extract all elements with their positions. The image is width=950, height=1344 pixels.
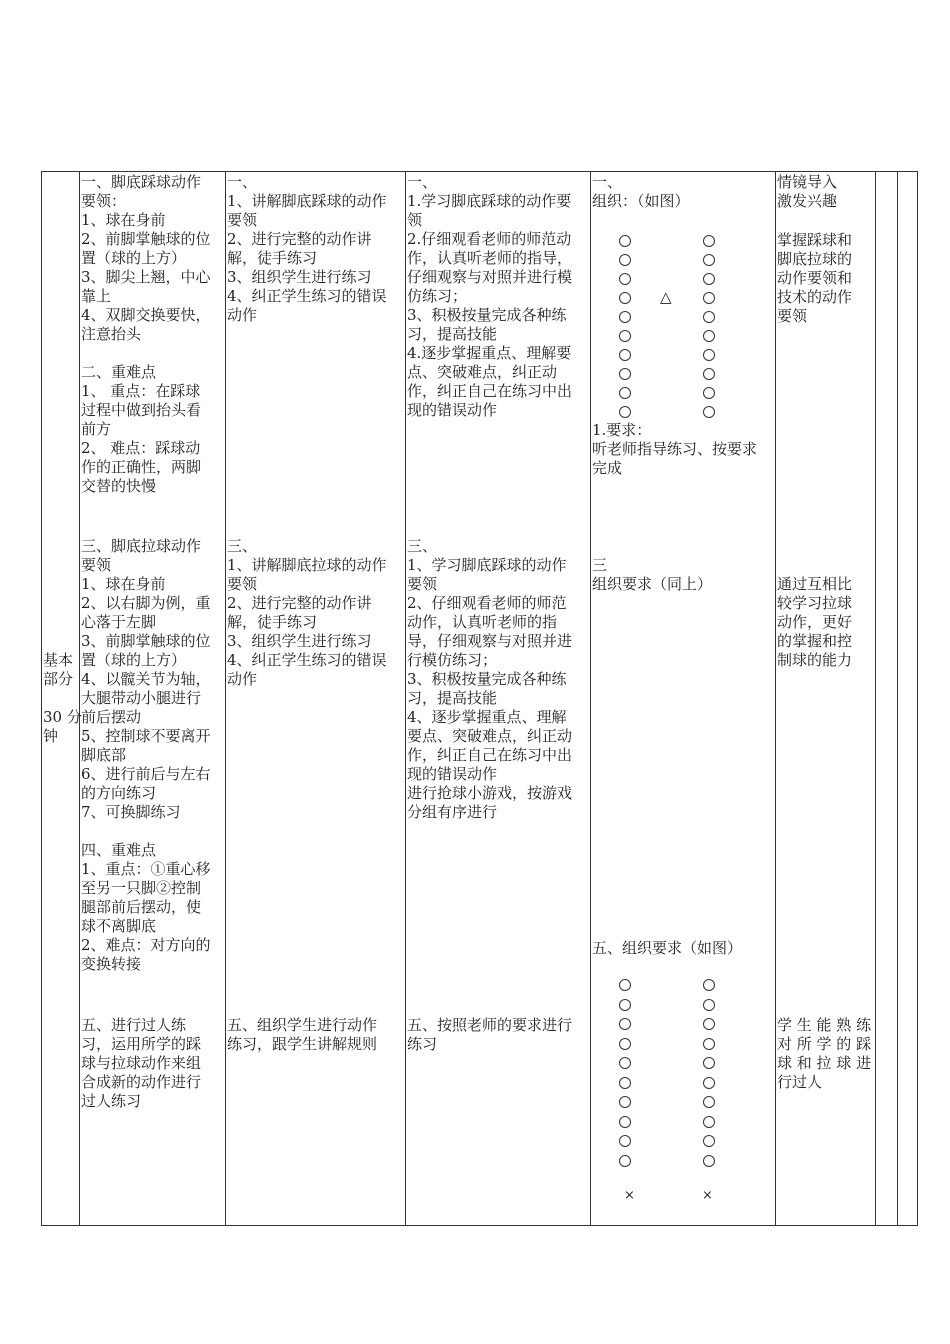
column-divider	[225, 171, 226, 1226]
content-line: 球与拉球动作来组	[81, 1054, 202, 1072]
content-line: 脚底部	[81, 746, 127, 764]
teacher-activity-line: 练习，跟学生讲解规则	[227, 1035, 378, 1053]
student-marker-icon	[703, 1116, 715, 1128]
organization-line: 三	[592, 556, 608, 574]
student-activity-line: 三、	[407, 537, 438, 555]
student-marker-icon	[619, 979, 631, 991]
content-line: 3、脚尖上翘，中心	[81, 268, 211, 286]
content-line: 球不离脚底	[81, 917, 157, 935]
student-marker-icon	[703, 235, 715, 247]
column-divider	[79, 171, 80, 1226]
student-marker-icon	[703, 330, 715, 342]
student-activity-line: 要领	[407, 575, 438, 593]
student-activity-line: 仿练习；	[407, 287, 468, 305]
student-activity-line: 作，纠正自己在练习中出	[407, 746, 573, 764]
content-line: 5、控制球不要离开	[81, 727, 211, 745]
teacher-activity-line: 要领	[227, 575, 258, 593]
student-marker-icon	[619, 1018, 631, 1030]
teacher-activity-line: 2、进行完整的动作讲	[227, 230, 372, 248]
content-line: 7、可换脚练习	[81, 803, 181, 821]
student-marker-icon	[703, 406, 715, 418]
student-activity-line: 习，提高技能	[407, 325, 498, 343]
student-marker-icon	[619, 311, 631, 323]
student-marker-icon	[619, 368, 631, 380]
teacher-activity-line: 要领	[227, 211, 258, 229]
table-border-left	[41, 171, 42, 1226]
student-marker-icon	[703, 368, 715, 380]
student-activity-line: 1、学习脚底踩球的动作	[407, 556, 567, 574]
student-marker-icon	[703, 979, 715, 991]
content-line: 腿部前后摆动，使	[81, 898, 202, 916]
student-marker-icon	[703, 1096, 715, 1108]
student-marker-icon	[619, 292, 631, 304]
student-marker-icon	[619, 349, 631, 361]
teacher-activity-line: 1、讲解脚底拉球的动作	[227, 556, 387, 574]
organization-line: 完成	[592, 459, 623, 477]
student-activity-line: 作，纠正自己在练习中出	[407, 382, 573, 400]
teacher-activity-line: 4、纠正学生练习的错误	[227, 651, 387, 669]
table-border-top	[41, 171, 918, 172]
content-line: 2、 难点：踩球动	[81, 439, 201, 457]
student-activity-line: 行模仿练习；	[407, 651, 498, 669]
content-line: 交替的快慢	[81, 477, 157, 495]
student-activity-line: 五、按照老师的要求进行	[407, 1016, 573, 1034]
student-activity-line: 作，认真听老师的指导，	[407, 249, 573, 267]
content-line: 的方向练习	[81, 784, 157, 802]
student-marker-icon	[703, 292, 715, 304]
purpose-line: 要领	[777, 307, 808, 325]
content-line: 五、进行过人练	[81, 1016, 187, 1034]
content-line: 置（球的上方）	[81, 249, 187, 267]
student-marker-icon	[703, 1057, 715, 1069]
teacher-activity-line: 2、进行完整的动作讲	[227, 594, 372, 612]
student-marker-icon	[619, 273, 631, 285]
student-activity-line: 一、	[407, 173, 438, 191]
section-label: 基本	[43, 651, 74, 669]
column-divider	[405, 171, 406, 1226]
teacher-activity-line: 4、纠正学生练习的错误	[227, 287, 387, 305]
purpose-line: 球 和 拉 球 进	[777, 1054, 872, 1072]
student-marker-icon	[619, 254, 631, 266]
student-activity-line: 现的错误动作	[407, 765, 498, 783]
section-label: 钟	[43, 727, 59, 745]
purpose-line: 的掌握和控	[777, 632, 853, 650]
content-line: 前方	[81, 420, 112, 438]
purpose-line: 较学习拉球	[777, 594, 853, 612]
content-line: 至另一只脚②控制	[81, 879, 202, 897]
teacher-activity-line: 解，徒手练习	[227, 613, 318, 631]
table-border-bottom	[41, 1225, 918, 1226]
content-line: 习，运用所学的踩	[81, 1035, 202, 1053]
teacher-activity-line: 五、组织学生进行动作	[227, 1016, 378, 1034]
teacher-activity-line: 3、组织学生进行练习	[227, 632, 372, 650]
teacher-activity-line: 动作	[227, 306, 258, 324]
content-line: 2、以右脚为例，重	[81, 594, 211, 612]
organization-line: 1.要求：	[592, 421, 652, 439]
content-line: 注意抬头	[81, 325, 142, 343]
student-marker-icon	[703, 254, 715, 266]
teacher-activity-line: 3、组织学生进行练习	[227, 268, 372, 286]
student-marker-icon	[703, 1155, 715, 1167]
teacher-activity-line: 解，徒手练习	[227, 249, 318, 267]
organization-line: 组织：（如图）	[592, 192, 690, 210]
teacher-triangle-icon: △	[660, 288, 672, 306]
content-line: 2、前脚掌触球的位	[81, 230, 211, 248]
content-line: 大腿带动小腿进行	[81, 689, 202, 707]
content-line: 二、重难点	[81, 363, 157, 381]
student-marker-icon	[703, 273, 715, 285]
student-marker-icon	[619, 406, 631, 418]
section-label: 30 分	[43, 708, 82, 726]
student-activity-line: 进行抢球小游戏，按游戏	[407, 784, 573, 802]
student-activity-line: 仔细观察与对照并进行模	[407, 268, 573, 286]
teacher-activity-line: 动作	[227, 670, 258, 688]
student-marker-icon	[619, 999, 631, 1011]
student-marker-icon	[703, 1018, 715, 1030]
purpose-line: 脚底拉球的	[777, 250, 853, 268]
student-activity-line: 导，仔细观察与对照并进	[407, 632, 573, 650]
student-marker-icon	[619, 1057, 631, 1069]
purpose-line: 动作要领和	[777, 269, 853, 287]
student-marker-icon	[619, 387, 631, 399]
purpose-line: 激发兴趣	[777, 192, 838, 210]
student-activity-line: 现的错误动作	[407, 401, 498, 419]
content-line: 置（球的上方）	[81, 651, 187, 669]
table-border-right	[917, 171, 918, 1226]
student-marker-icon	[703, 1038, 715, 1050]
column-divider	[897, 171, 898, 1226]
student-marker-icon	[619, 330, 631, 342]
organization-line: 五、组织要求（如图）	[592, 939, 743, 957]
organization-line: 听老师指导练习、按要求	[592, 440, 758, 458]
student-marker-icon	[703, 1077, 715, 1089]
student-activity-line: 分组有序进行	[407, 803, 498, 821]
content-line: 变换转接	[81, 955, 142, 973]
purpose-line: 行过人	[777, 1073, 823, 1091]
student-marker-icon	[619, 1077, 631, 1089]
content-line: 三、脚底拉球动作	[81, 537, 202, 555]
student-activity-line: 动作，认真听老师的指	[407, 613, 558, 631]
content-line: 4、双脚交换要快，	[81, 306, 211, 324]
student-activity-line: 2、仔细观看老师的师范	[407, 594, 567, 612]
purpose-line: 掌握踩球和	[777, 231, 853, 249]
organization-line: 一、	[592, 173, 623, 191]
content-line: 1、 重点：在踩球	[81, 382, 201, 400]
student-activity-line: 3、积极按量完成各种练	[407, 306, 567, 324]
purpose-line: 技术的动作	[777, 288, 853, 306]
content-line: 1、重点：①重心移	[81, 860, 211, 878]
purpose-line: 对 所 学 的 踩	[777, 1035, 872, 1053]
student-activity-line: 1.学习脚底踩球的动作要	[407, 192, 572, 210]
student-activity-line: 3、积极按量完成各种练	[407, 670, 567, 688]
student-activity-line: 领	[407, 211, 423, 229]
content-line: 作的正确性，两脚	[81, 458, 202, 476]
student-activity-line: 习，提高技能	[407, 689, 498, 707]
purpose-line: 情镜导入	[777, 173, 838, 191]
content-line: 要领：	[81, 192, 127, 210]
content-line: 要领	[81, 556, 112, 574]
student-activity-line: 点、突破难点，纠正动	[407, 363, 558, 381]
content-line: 四、重难点	[81, 841, 157, 859]
student-activity-line: 练习	[407, 1035, 438, 1053]
organization-line: 组织要求（同上）	[592, 575, 713, 593]
content-line: 靠上	[81, 287, 112, 305]
section-label: 部分	[43, 670, 74, 688]
teacher-activity-line: 三、	[227, 537, 258, 555]
content-line: 过人练习	[81, 1092, 142, 1110]
column-divider	[590, 171, 591, 1226]
content-line: 1、球在身前	[81, 575, 166, 593]
content-line: 3、前脚掌触球的位	[81, 632, 211, 650]
content-line: 一、脚底踩球动作	[81, 173, 202, 191]
teacher-activity-line: 一、	[227, 173, 258, 191]
column-divider	[775, 171, 776, 1226]
student-marker-icon	[703, 387, 715, 399]
purpose-line: 学 生 能 熟 练	[777, 1016, 872, 1034]
content-line: 合成新的动作进行	[81, 1073, 202, 1091]
cone-cross-icon: ×	[702, 1188, 713, 1203]
student-activity-line: 4、逐步掌握重点、理解	[407, 708, 567, 726]
content-line: 4、以髋关节为轴，	[81, 670, 211, 688]
column-divider	[875, 171, 876, 1226]
student-marker-icon	[619, 1116, 631, 1128]
purpose-line: 制球的能力	[777, 651, 853, 669]
purpose-line: 动作，更好	[777, 613, 853, 631]
student-marker-icon	[703, 349, 715, 361]
purpose-line: 通过互相比	[777, 575, 853, 593]
student-activity-line: 4.逐步掌握重点、理解要	[407, 344, 572, 362]
student-activity-line: 要点、突破难点，纠正动	[407, 727, 573, 745]
student-marker-icon	[619, 1155, 631, 1167]
content-line: 心落于左脚	[81, 613, 157, 631]
student-activity-line: 2.仔细观看老师的师范动	[407, 230, 572, 248]
teacher-activity-line: 1、讲解脚底踩球的动作	[227, 192, 387, 210]
content-line: 过程中做到抬头看	[81, 401, 202, 419]
student-marker-icon	[703, 1135, 715, 1147]
student-marker-icon	[619, 1096, 631, 1108]
student-marker-icon	[703, 311, 715, 323]
content-line: 1、球在身前	[81, 211, 166, 229]
student-marker-icon	[619, 235, 631, 247]
student-marker-icon	[619, 1135, 631, 1147]
student-marker-icon	[619, 1038, 631, 1050]
content-line: 前后摆动	[81, 708, 142, 726]
content-line: 2、难点：对方向的	[81, 936, 211, 954]
student-marker-icon	[703, 999, 715, 1011]
cone-cross-icon: ×	[624, 1188, 635, 1203]
content-line: 6、进行前后与左右	[81, 765, 211, 783]
